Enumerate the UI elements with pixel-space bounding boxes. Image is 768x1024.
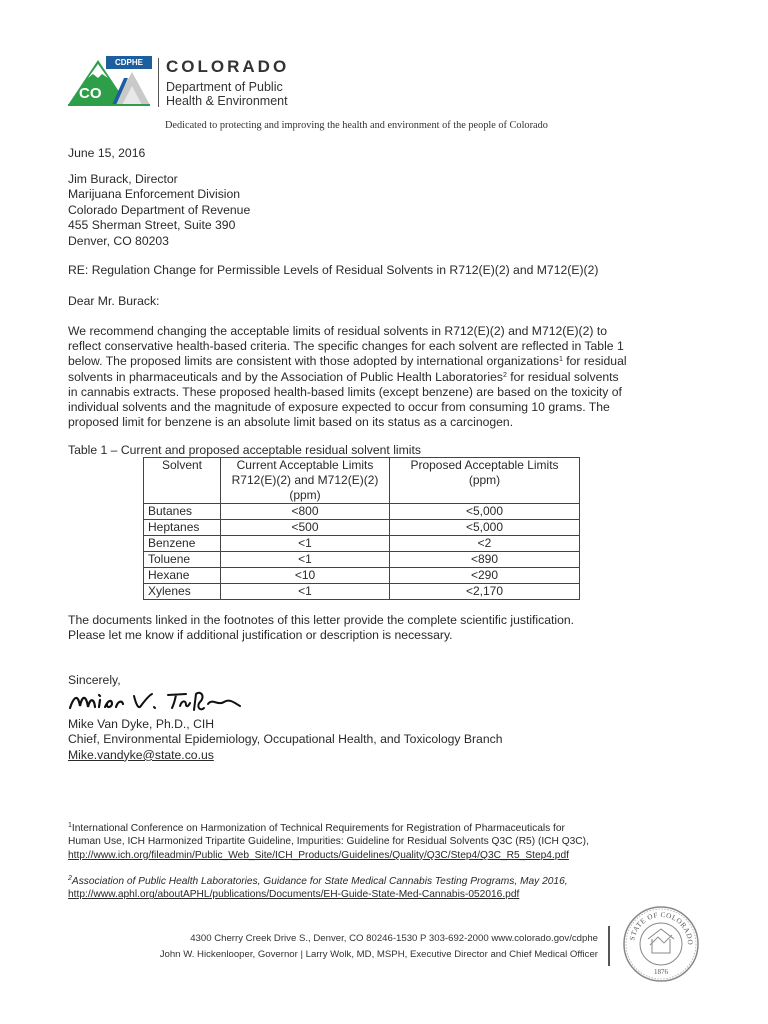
footnote-ref: 2: [502, 371, 507, 379]
closing: Sincerely,: [68, 673, 121, 687]
cell-solvent: Heptanes: [144, 520, 221, 536]
cell-current: <1: [221, 584, 390, 600]
cell-current: <800: [221, 504, 390, 520]
tagline: Dedicated to protecting and improving the health and environment of the people of Colorado: [165, 120, 548, 131]
signer-block: [68, 717, 502, 763]
footnote-text: International Conference on Harmonization of Technical Requirements for Registration of Pharmaceuticals for: [71, 823, 565, 834]
cell-solvent: Hexane: [144, 568, 221, 584]
seal-text: STATE OF COLORADO: [628, 910, 695, 946]
header-proposed: [390, 458, 580, 504]
salutation: Dear Mr. Burack:: [68, 294, 160, 308]
cell-solvent: Xylenes: [144, 584, 221, 600]
footnote-line: [68, 875, 568, 888]
footnote-1: [68, 822, 589, 862]
cell-proposed: <290: [390, 568, 580, 584]
body-text: We recommend changing the acceptable limits of residual solvents in R712(E)(2) and M712(E)(2) to reflect conservative health-based criteria. The specific changes for each solvent are reflected in Table 1 below. The proposed limits are consistent with those adopted by international organizations: [68, 324, 624, 369]
cell-current: <1: [221, 536, 390, 552]
table-row: [144, 536, 580, 552]
recipient-line: Denver, CO 80203: [68, 233, 169, 248]
table-row: [144, 568, 580, 584]
header-current-line: (ppm): [289, 488, 321, 502]
solvent-limits-table: [143, 457, 580, 600]
signature-image: [68, 686, 243, 716]
logo-divider: [158, 58, 159, 107]
body-text: for residual solvents in cannabis extracts. These proposed health-based limits (except benzene) are based on the toxicity of individual solvents and the magnitude of exposure expected to occur from consuming 10 grams. The proposed limit for benzene is an absolute limit based on its status as a carcinogen.: [68, 369, 622, 430]
footnote-1-link[interactable]: http://www.ich.org/fileadmin/Public_Web_Site/ICH_Products/Guidelines/Quality/Q3C/Step4/Q3C_R5_Step4.pdf: [68, 849, 569, 861]
header-current: [221, 458, 390, 504]
cell-current: <10: [221, 568, 390, 584]
cell-current: <500: [221, 520, 390, 536]
recipient-line: Marijuana Enforcement Division: [68, 187, 241, 202]
body-paragraph-2: [68, 613, 574, 644]
letter-date: June 15, 2016: [68, 146, 146, 160]
signer-name: Mike Van Dyke, Ph.D., CIH: [68, 717, 215, 731]
co-mark-text: CO: [79, 85, 102, 102]
footer-address: 4300 Cherry Creek Drive S., Denver, CO 80246-1530 P 303-692-2000 www.colorado.gov/cdphe: [190, 933, 598, 944]
header-proposed-line: (ppm): [468, 473, 501, 487]
footer-divider: [608, 926, 610, 966]
cell-proposed: <2: [390, 536, 580, 552]
seal-year: 1876: [654, 968, 668, 976]
footnote-ref: 1: [558, 356, 563, 364]
recipient-line: 455 Sherman Street, Suite 390: [68, 218, 236, 233]
body-line: Please let me know if additional justification or description is necessary.: [68, 628, 453, 643]
body-paragraph-1: [68, 324, 628, 430]
cell-solvent: Toluene: [144, 552, 221, 568]
footnote-line: Human Use, ICH Harmonized Tripartite Guideline, Impurities: Guideline for Residual Solvents Q3C (R5) (ICH Q3C),: [68, 836, 589, 848]
footnote-2-link[interactable]: http://www.aphl.org/aboutAPHL/publications/Documents/EH-Guide-State-Med-Cannabis-052016.pdf: [68, 889, 520, 901]
header-solvent: Solvent: [144, 458, 221, 504]
subject-line: RE: Regulation Change for Permissible Levels of Residual Solvents in R712(E)(2) and M712(E)(2): [68, 263, 599, 277]
table-row: [144, 504, 580, 520]
cdphe-badge-text: CDPHE: [114, 58, 143, 67]
body-text: for residual solvents in pharmaceuticals and by the Association of Public Health Laboratories: [68, 354, 627, 384]
header-current-line: R712(E)(2) and M712(E)(2): [231, 473, 379, 487]
footnote-text: Association of Public Health Laboratories, Guidance for State Medical Cannabis Testing Programs, May 2016,: [71, 876, 568, 887]
signer-email-link[interactable]: Mike.vandyke@state.co.us: [68, 747, 214, 762]
cell-current: <1: [221, 552, 390, 568]
department-name-line2: Health & Environment: [166, 94, 288, 108]
department-name-line1: Department of Public: [166, 80, 283, 94]
state-name: COLORADO: [166, 57, 290, 76]
footnote-mark: 1: [68, 822, 72, 829]
table-row: [144, 584, 580, 600]
footer-officials: John W. Hickenlooper, Governor | Larry Wolk, MD, MSPH, Executive Director and Chief Medical Officer: [159, 949, 598, 960]
footnote-line: [68, 822, 589, 835]
cell-proposed: <890: [390, 552, 580, 568]
table-row: [144, 552, 580, 568]
footnote-2: [68, 875, 568, 902]
cell-solvent: Benzene: [144, 536, 221, 552]
recipient-line: Jim Burack, Director: [68, 172, 178, 186]
header-current-line: Current Acceptable Limits: [236, 458, 374, 472]
cell-proposed: <5,000: [390, 520, 580, 536]
signer-title: Chief, Environmental Epidemiology, Occupational Health, and Toxicology Branch: [68, 732, 503, 747]
recipient-address: [68, 172, 250, 249]
body-line: The documents linked in the footnotes of this letter provide the complete scientific justification.: [68, 613, 575, 627]
table-caption: Table 1 – Current and proposed acceptable residual solvent limits: [68, 443, 421, 457]
header-proposed-line: Proposed Acceptable Limits: [410, 458, 559, 472]
cell-proposed: <2,170: [390, 584, 580, 600]
cell-proposed: <5,000: [390, 504, 580, 520]
table-header-row: [144, 458, 580, 504]
footnote-mark: 2: [68, 875, 72, 882]
table-row: [144, 520, 580, 536]
state-seal-icon: [622, 905, 700, 983]
cell-solvent: Butanes: [144, 504, 221, 520]
recipient-line: Colorado Department of Revenue: [68, 202, 251, 217]
